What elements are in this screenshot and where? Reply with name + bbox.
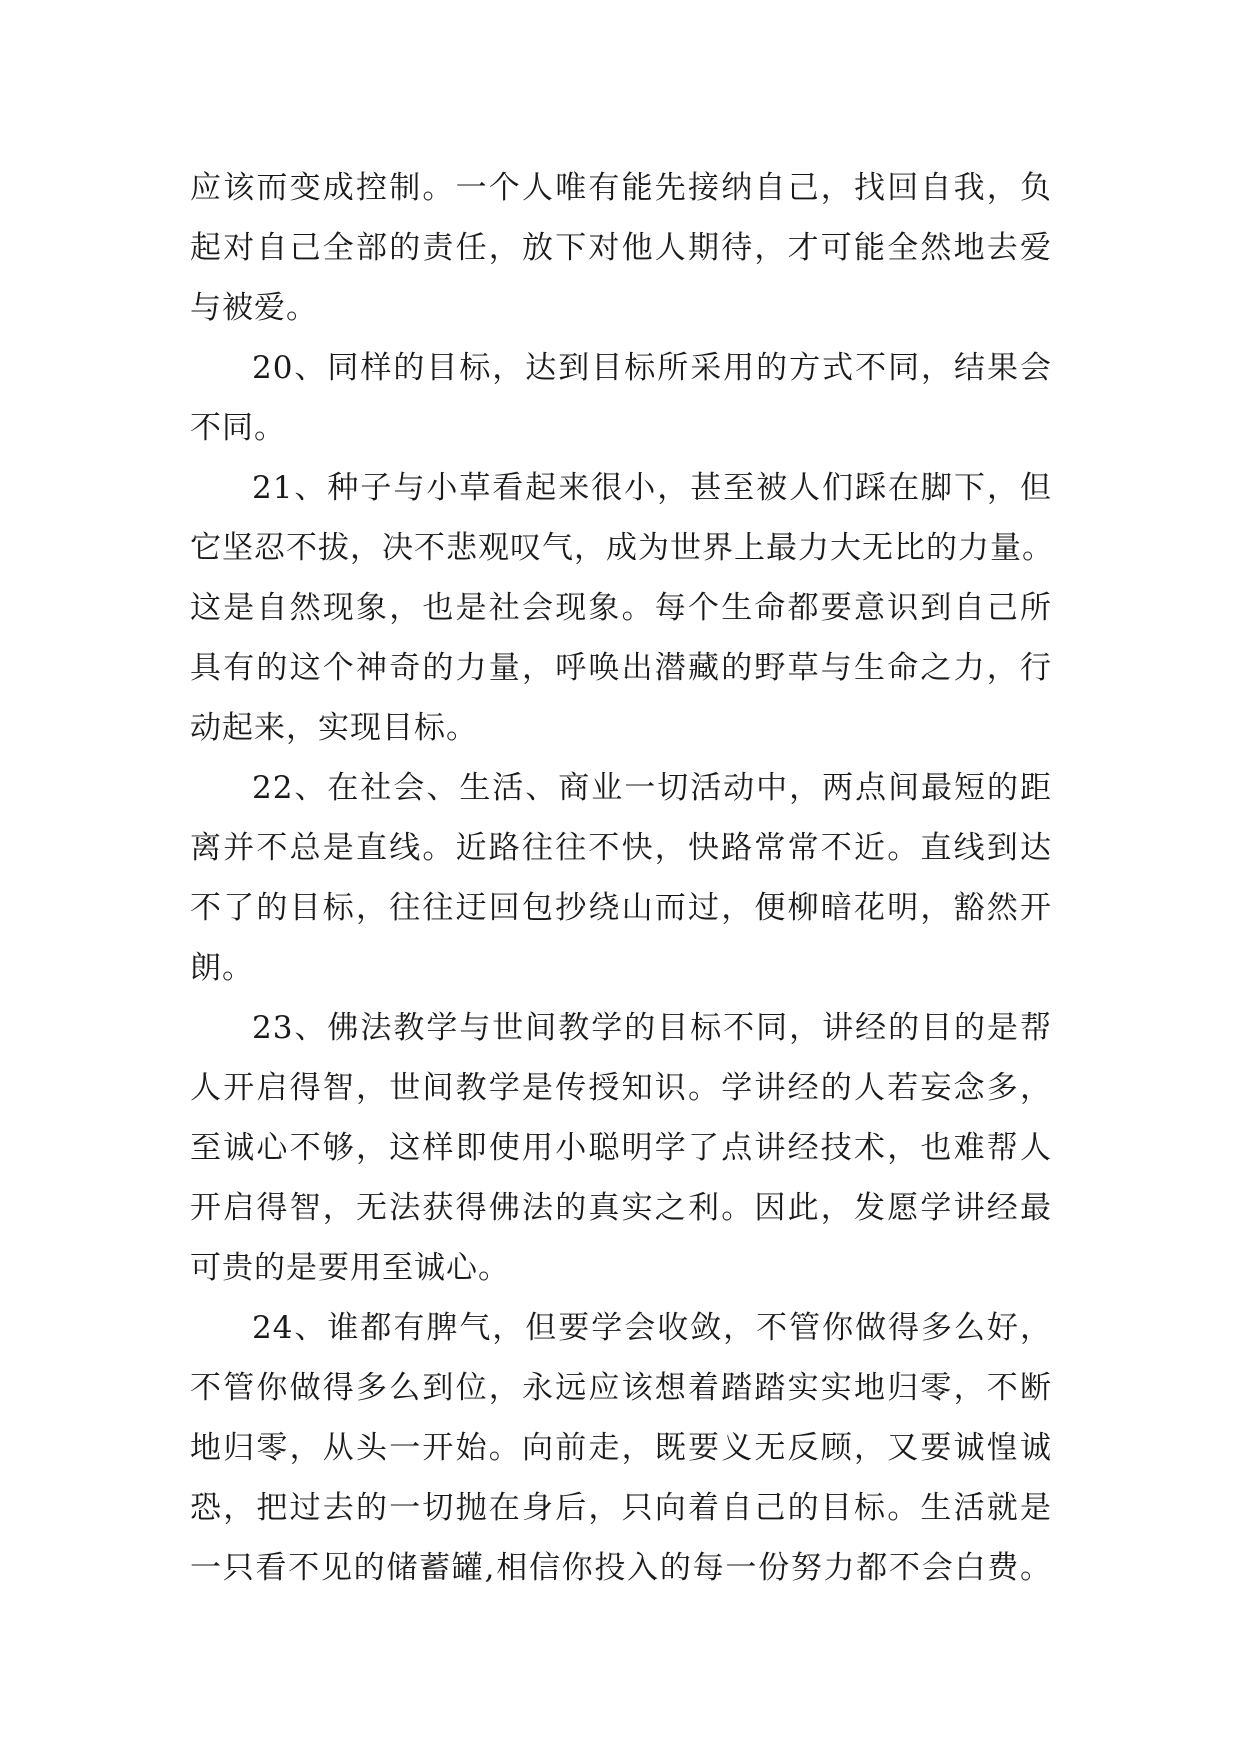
- text-line: 22、在社会、生活、商业一切活动中，两点间最短的距: [252, 770, 1052, 806]
- text-line: 人开启得智，世间教学是传授知识。学讲经的人若妄念多，: [190, 1070, 1052, 1106]
- text-line: 至诚心不够，这样即使用小聪明学了点讲经技术，也难帮人: [190, 1130, 1052, 1166]
- text-line: 一只看不见的储蓄罐,相信你投入的每一份努力都不会白费。: [190, 1550, 1052, 1586]
- text-line: 离并不总是直线。近路往往不快，快路常常不近。直线到达: [190, 830, 1052, 866]
- text-line: 不了的目标，往往迂回包抄绕山而过，便柳暗花明，豁然开: [190, 890, 1052, 926]
- text-line: 与被爱。: [190, 290, 318, 326]
- text-line: 21、种子与小草看起来很小，甚至被人们踩在脚下，但: [252, 470, 1052, 506]
- text-line: 23、佛法教学与世间教学的目标不同，讲经的目的是帮: [252, 1010, 1052, 1046]
- paragraph-continuation: [190, 158, 1052, 338]
- paragraph-21: [190, 458, 1052, 758]
- text-line: 不管你做得多么到位，永远应该想着踏踏实实地归零，不断: [190, 1370, 1052, 1406]
- text-line: 应该而变成控制。一个人唯有能先接纳自己，找回自我，负: [190, 170, 1052, 206]
- text-line: 起对自己全部的责任，放下对他人期待，才可能全然地去爱: [190, 230, 1052, 266]
- paragraph-24: [190, 1298, 1052, 1598]
- text-line: 朗。: [190, 950, 254, 986]
- text-line: 开启得智，无法获得佛法的真实之利。因此，发愿学讲经最: [190, 1190, 1052, 1226]
- text-line: 这是自然现象，也是社会现象。每个生命都要意识到自己所: [190, 590, 1052, 626]
- text-line: 恐，把过去的一切抛在身后，只向着自己的目标。生活就是: [190, 1490, 1052, 1526]
- document-body: [190, 158, 1052, 1598]
- text-line: 具有的这个神奇的力量，呼唤出潜藏的野草与生命之力，行: [190, 650, 1052, 686]
- paragraph-22: [190, 758, 1052, 998]
- text-line: 地归零，从头一开始。向前走，既要义无反顾，又要诚惶诚: [190, 1430, 1052, 1466]
- text-line: 20、同样的目标，达到目标所采用的方式不同，结果会: [252, 350, 1052, 386]
- paragraph-20: [190, 338, 1052, 458]
- text-line: 动起来，实现目标。: [190, 710, 478, 746]
- text-line: 它坚忍不拔，决不悲观叹气，成为世界上最力大无比的力量。: [190, 530, 1054, 566]
- text-line: 不同。: [190, 410, 286, 446]
- text-line: 24、谁都有脾气，但要学会收敛，不管你做得多么好，: [252, 1310, 1052, 1346]
- text-line: 可贵的是要用至诚心。: [190, 1250, 510, 1286]
- paragraph-23: [190, 998, 1052, 1298]
